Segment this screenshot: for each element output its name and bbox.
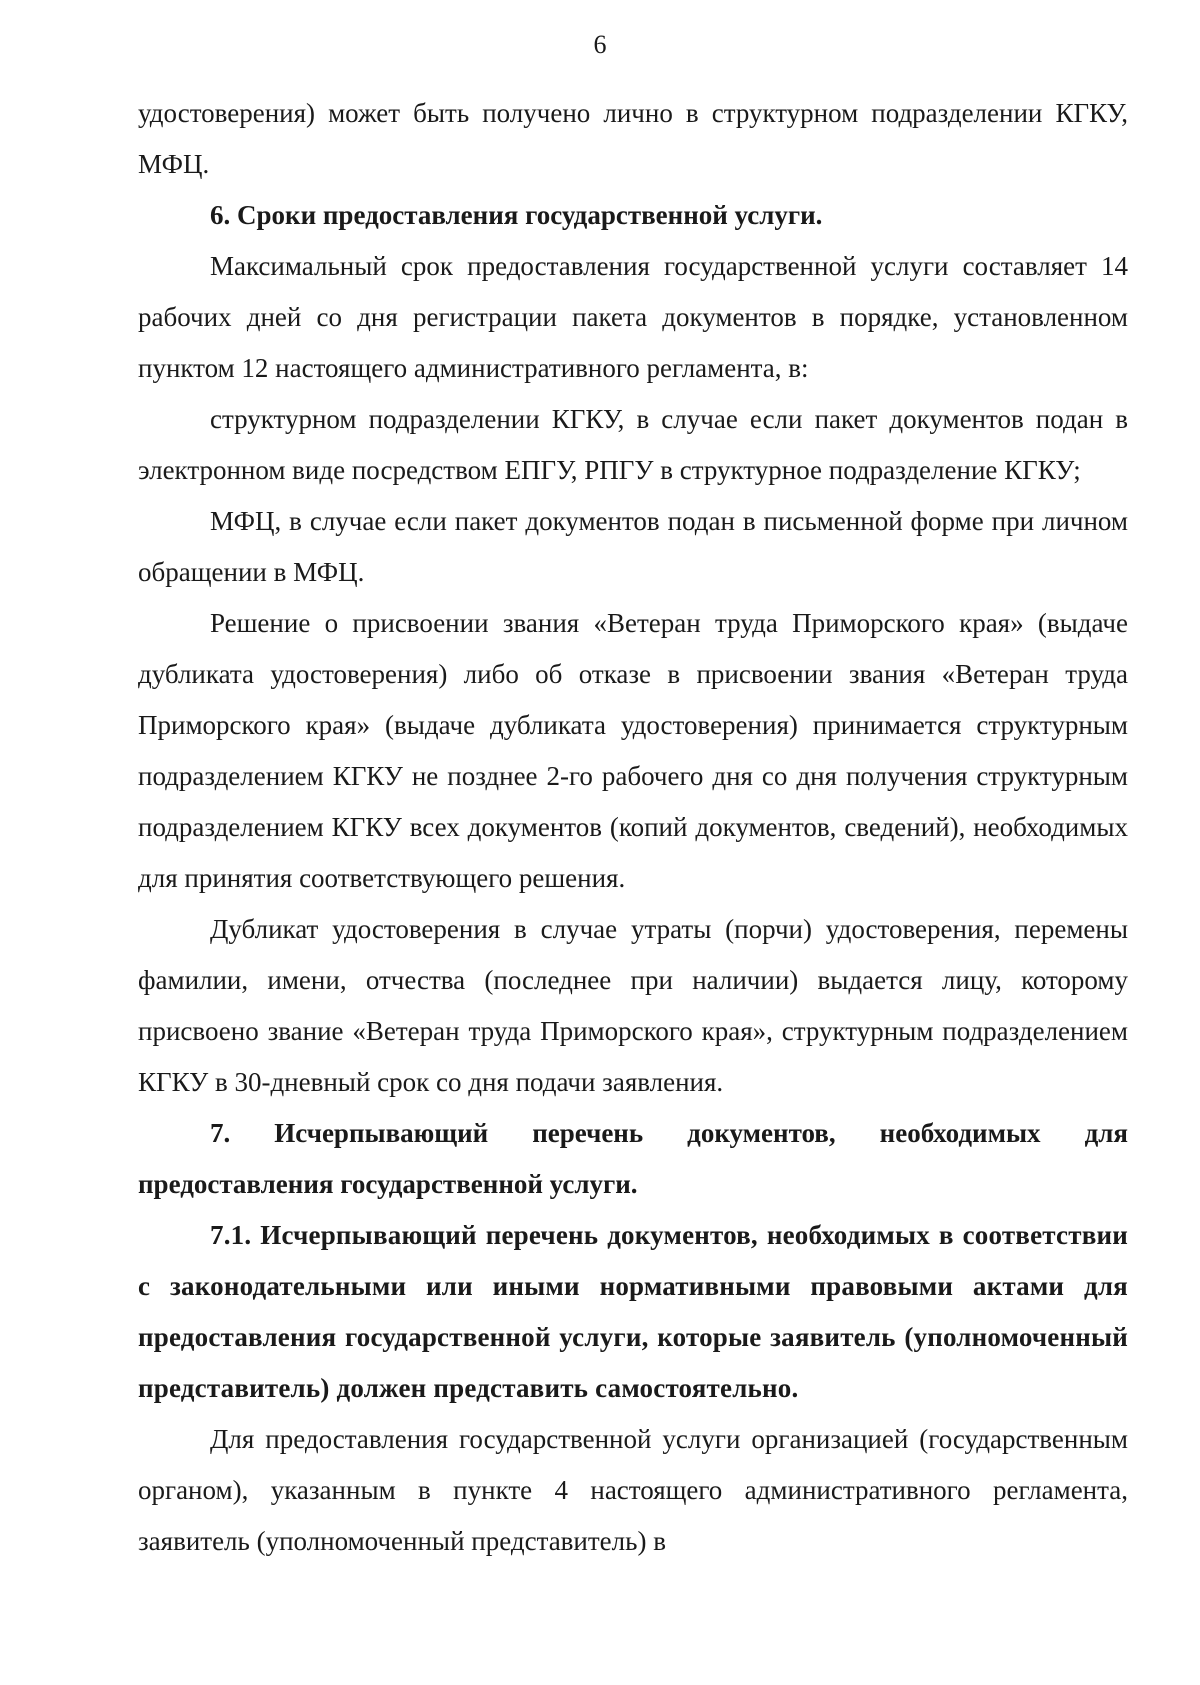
page-number: 6 [593, 30, 607, 59]
paragraph-decision: Решение о присвоении звания «Ветеран труда Приморского края» (выдаче дубликата удостоверения) либо об отказе в присвоении звания «Ветеран труда Приморского края» (выдаче дубликата удостоверения) принимается структурным подразделением КГКУ не позднее 2-го рабочего дня со дня получения структурным подразделением КГКУ всех документов (копий документов, сведений), необходимых для принятия соответствующего решения. [138, 608, 1128, 893]
paragraph-duplicate: Дубликат удостоверения в случае утраты (порчи) удостоверения, перемены фамилии, имени, отчества (последнее при наличии) выдается лицу, которому присвоено звание «Ветеран труда Приморского края», структурным подразделением КГКУ в 30-дневный срок со дня подачи заявления. [138, 914, 1128, 1097]
paragraph-continuation: удостоверения) может быть получено лично в структурном подразделении КГКУ, МФЦ. [138, 98, 1128, 179]
section-heading-7-1: 7.1. Исчерпывающий перечень документов, необходимых в соответствии с законодательными или иными нормативными правовыми актами для предоставления государственной услуги, которые заявитель (уполномоченный представитель) должен представить самостоятельно. [138, 1220, 1128, 1403]
paragraph-applicant: Для предоставления государственной услуги организацией (государственным органом), указанным в пункте 4 настоящего административного регламента, заявитель (уполномоченный представитель) в [138, 1424, 1128, 1556]
document-body [138, 88, 1128, 1567]
paragraph-max-term: Максимальный срок предоставления государственной услуги составляет 14 рабочих дней со дня регистрации пакета документов в порядке, установленном пунктом 12 настоящего административного регламента, в: [138, 251, 1128, 383]
paragraph-mfc-written: МФЦ, в случае если пакет документов подан в письменной форме при личном обращении в МФЦ. [138, 506, 1128, 587]
paragraph-kgku-electronic: структурном подразделении КГКУ, в случае если пакет документов подан в электронном виде посредством ЕПГУ, РПГУ в структурное подразделение КГКУ; [138, 404, 1128, 485]
section-heading-6: 6. Сроки предоставления государственной услуги. [210, 200, 823, 230]
section-heading-7: 7. Исчерпывающий перечень документов, необходимых для предоставления государственной услуги. [138, 1118, 1128, 1199]
